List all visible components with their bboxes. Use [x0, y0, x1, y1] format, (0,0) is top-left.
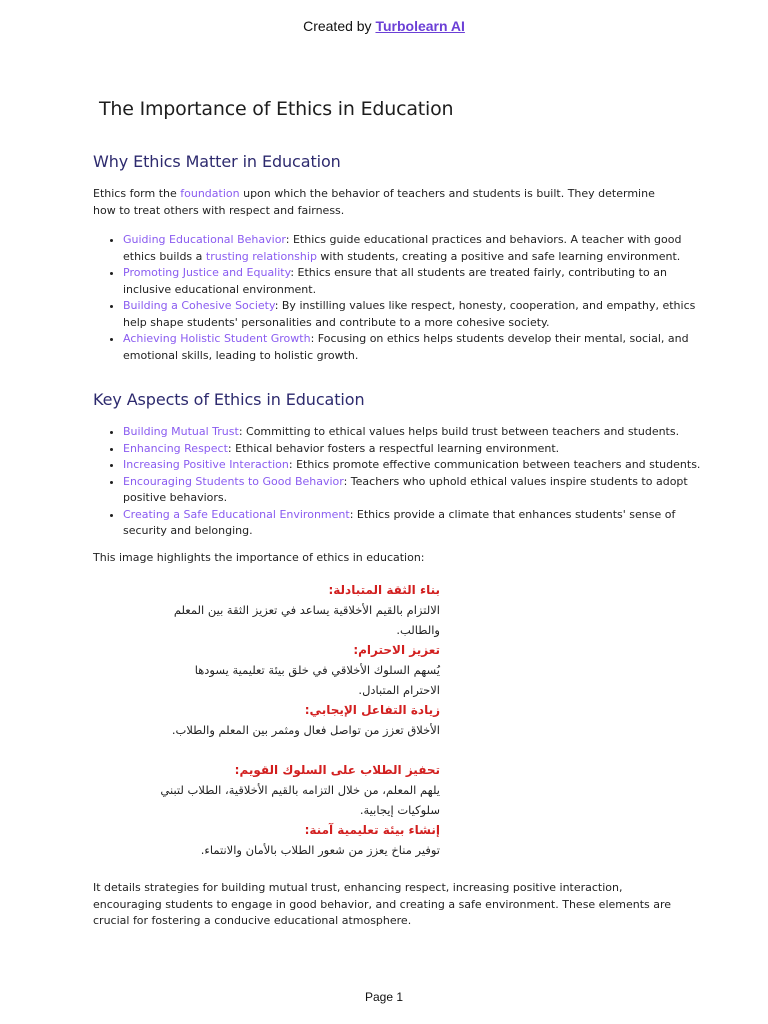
section-heading-why-ethics: Why Ethics Matter in Education: [93, 152, 341, 171]
list-item: [123, 441, 713, 458]
page-title: The Importance of Ethics in Education: [99, 98, 454, 120]
arabic-block: [160, 640, 440, 700]
arabic-ethics-image: [160, 580, 440, 880]
list-item-term: Achieving Holistic Student Growth: [123, 332, 311, 345]
list-item-text: : Ethics ensure that all students are treated fairly, contributing to an inclusive educational environment.: [123, 266, 667, 296]
intro-text-a: Ethics form the: [93, 187, 181, 200]
list-item: [123, 232, 713, 265]
list-item-text: : Teachers who uphold ethical values inspire students to adopt positive behaviors.: [123, 474, 688, 504]
list-item: [123, 457, 713, 474]
arabic-block: [160, 700, 440, 760]
list-item-text: : Committing to ethical values helps build trust between teachers and students.: [238, 425, 680, 438]
list-item: [123, 474, 713, 507]
list-item-term: Increasing Positive Interaction: [123, 458, 289, 471]
arabic-heading: زيادة التفاعل الإيجابي:: [304, 703, 440, 717]
page-header: [0, 18, 768, 34]
list-item-term: Encouraging Students to Good Behavior: [123, 474, 344, 488]
foundation-highlight: foundation: [180, 187, 240, 200]
arabic-heading: تحفيز الطلاب على السلوك القويم:: [234, 763, 440, 777]
arabic-text: الالتزام بالقيم الأخلاقية يساعد في تعزيز الثقة بين المعلم والطالب.: [173, 603, 440, 637]
trusting-relationship-highlight: trusting relationship: [205, 249, 317, 263]
list-item-text: : Ethics guide educational practices and behaviors. A teacher with good ethics builds a: [123, 233, 682, 263]
intro-text-b: upon which the behavior of teachers and students is built. They determine how to treat others with respect and fairness.: [93, 187, 655, 217]
list-item: [123, 507, 713, 540]
turbolearn-link[interactable]: Turbolearn AI: [375, 18, 465, 34]
list-item-term: Guiding Educational Behavior: [123, 233, 286, 246]
list-item-term: Promoting Justice and Equality: [123, 266, 291, 279]
arabic-text: الأخلاق تعزز من تواصل فعال ومثمر بين المعلم والطلاب.: [171, 723, 440, 737]
arabic-text: توفير مناخ يعزز من شعور الطلاب بالأمان والانتماء.: [200, 843, 440, 857]
intro-paragraph: [93, 186, 673, 219]
arabic-heading: بناء الثقة المتبادلة:: [328, 583, 440, 597]
list-item-term: Building Mutual Trust: [123, 425, 239, 438]
list-item-text: : By instilling values like respect, honesty, cooperation, and empathy, ethics help shape students' personalities and contribute to a more cohesive society.: [123, 299, 696, 329]
arabic-block: [160, 760, 440, 820]
key-aspects-list: [93, 424, 713, 540]
list-item-text: : Focusing on ethics helps students develop their mental, social, and emotional skills, leading to holistic growth.: [123, 332, 689, 362]
list-item-term: Enhancing Respect: [123, 441, 228, 455]
list-item-text: with students, creating a positive and safe learning environment.: [316, 249, 681, 263]
list-item-text: : Ethics provide a climate that enhances students' sense of security and belonging.: [123, 507, 676, 537]
section-heading-key-aspects: Key Aspects of Ethics in Education: [93, 390, 365, 409]
arabic-block: [160, 820, 440, 880]
arabic-heading: إنشاء بيئة تعليمية آمنة:: [304, 823, 440, 837]
arabic-text: يُسهم السلوك الأخلاقي في خلق بيئة تعليمية يسودها الاحترام المتبادل.: [194, 663, 440, 697]
list-item: [123, 424, 713, 441]
created-by-label: Created by: [303, 18, 376, 34]
arabic-block: [160, 580, 440, 640]
arabic-heading: تعزيز الاحترام:: [353, 643, 440, 657]
list-item-term: Building a Cohesive Society: [123, 299, 275, 312]
list-item-text: : Ethics promote effective communication between teachers and students.: [288, 458, 701, 471]
list-item: [123, 331, 713, 364]
list-item: [123, 265, 713, 298]
arabic-text: يلهم المعلم، من خلال التزامه بالقيم الأخلاقية، الطلاب لتبني سلوكيات إيجابية.: [160, 783, 440, 817]
page-number: Page 1: [364, 990, 404, 1004]
image-intro-text: This image highlights the importance of ethics in education:: [93, 551, 425, 564]
conclusion-paragraph: It details strategies for building mutual trust, enhancing respect, increasing positive interaction, encouraging students to engage in good behavior, and creating a safe environment. These elements are crucial for fostering a conducive educational atmosphere.: [93, 881, 672, 927]
list-item-text: : Ethical behavior fosters a respectful learning environment.: [227, 441, 560, 455]
list-item-term: Creating a Safe Educational Environment: [123, 507, 350, 521]
list-item: [123, 298, 713, 331]
why-ethics-list: [93, 232, 713, 364]
